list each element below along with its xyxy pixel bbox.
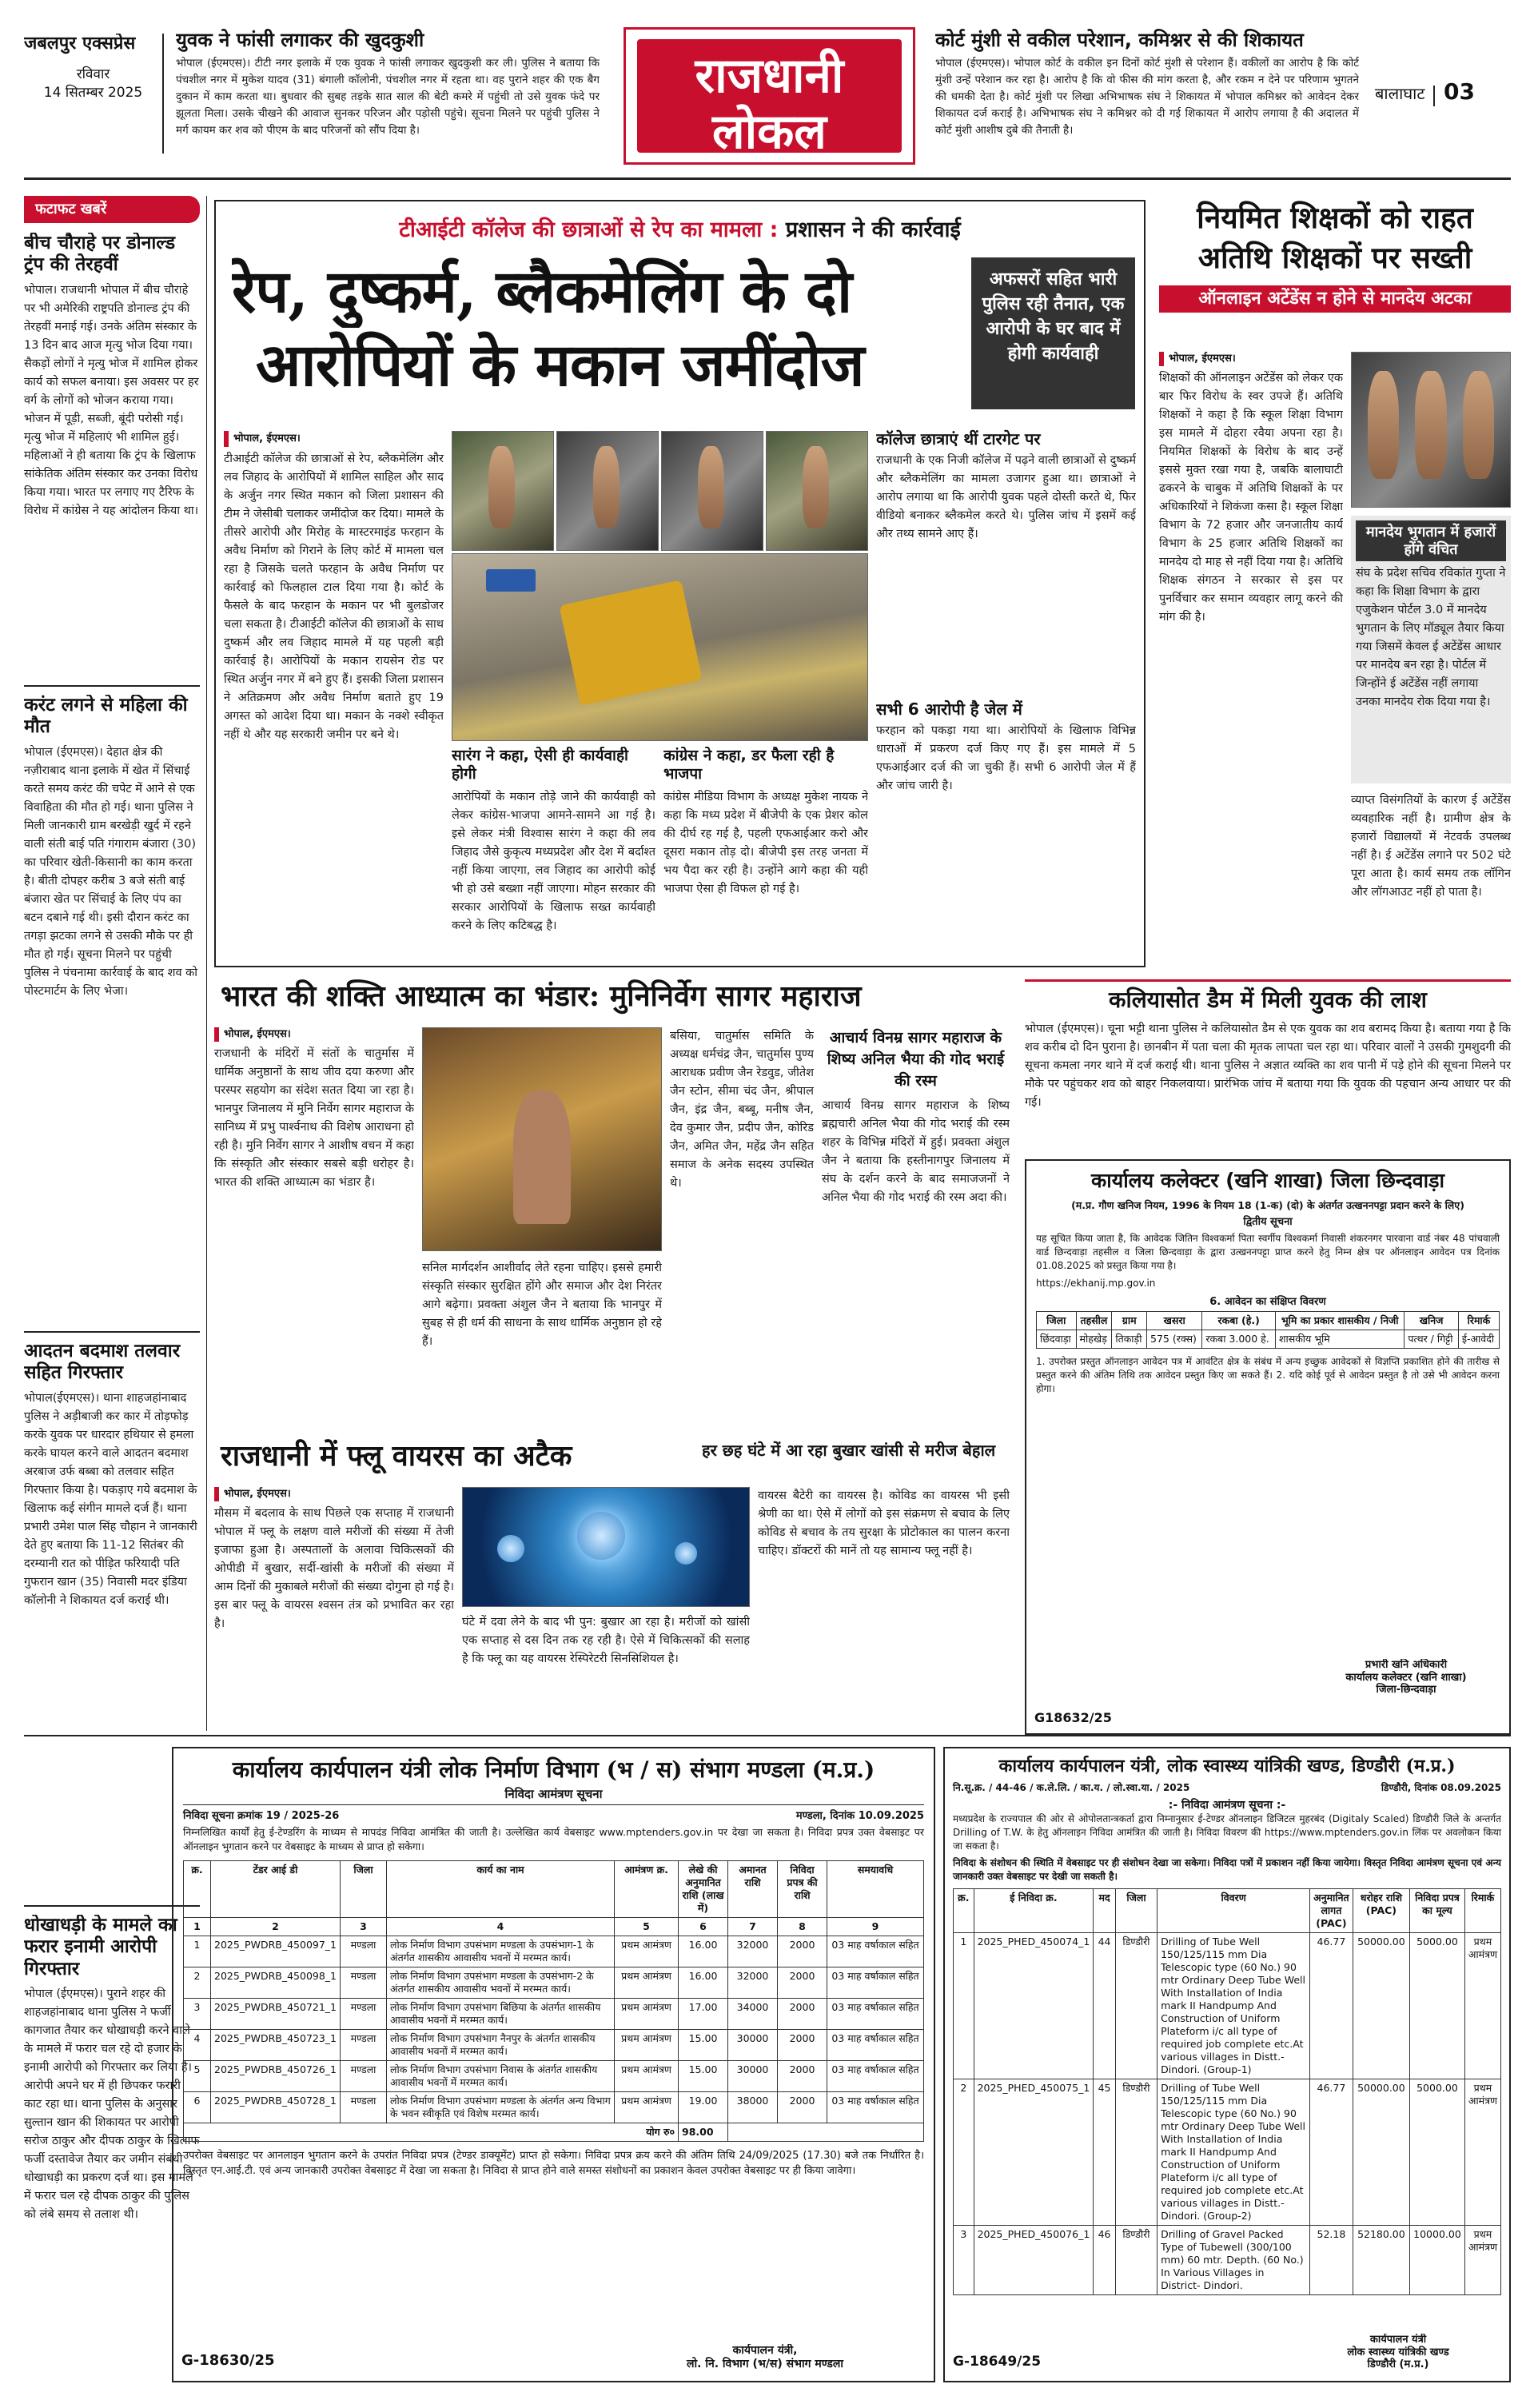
muni-headline: भारत की शक्ति आध्यात्म का भंडार: मुनिनिर्वेग सागर महाराज (221, 979, 862, 1013)
quote-body: आरोपियों के मकान तोड़े जाने की कार्यवाही को लेकर कांग्रेस-भाजपा आमने-सामने आ गई है। इसे लेकर मंत्री विश्वास सारंग ने कहा की लव जिहाद जैसे कुकृत्य मध्यप्रदेश और देश में बर्दाश्त नहीं किया जाएगा, लव जिहाद का आरोपी कोई भी हो उसे बख्शा नहीं जाएगा। मोहन सरकार की सरकार आरोपियों के खिलाफ सख्त कार्यवाही करने के लिए कटिबद्ध है। (452, 790, 655, 932)
table-row (184, 2061, 924, 2092)
table-cell: 2000 (778, 2030, 827, 2061)
news-body: भोपाल (ईएमएस)। देहात क्षेत्र की नज़ीराबाद थाना इलाके में खेत में सिंचाई करते समय करंट की चपेट में आने से एक विवाहिता की मौत हो गई। थाना पुलिस ने मिली जानकारी ग्राम बरखेड़ी खुर्द में रहने वाली संती बाई पति गंगाराम बंजारा (30) का परिवार खेती-किसानी का काम करता है। बीती दोपहर करीब 3 बजे संती बाई बंजारा खेत पर सिंचाई के लिए पंप का बटन दबाने गई थी। इसी दौरान करंट का तगड़ा झटका लगने से उसकी मौके पर ही मौत हो गई। सूचना मिलने पर पहुंची पुलिस ने पंचनामा कार्रवाई के बाद शव को पोस्टमार्टम के लिए भेजा। (24, 745, 198, 998)
table-cell: शासकीय भूमि (1276, 1330, 1405, 1349)
signature-line: जिला-छिन्दवाड़ा (1376, 1684, 1436, 1696)
lead-story (214, 200, 1146, 967)
table-cell: 15.00 (679, 2061, 728, 2092)
table-header: निविदा प्रपत्र का मूल्य (1410, 1888, 1465, 1932)
table-header: ई निविदा क्र. (974, 1888, 1094, 1932)
table-header: तहसील (1076, 1312, 1112, 1330)
story-headline: कोर्ट मुंशी से वकील परेशान, कमिश्नर से की शिकायत (935, 29, 1304, 51)
table-cell: 32000 (728, 1967, 778, 1999)
table-cell: 2025_PHED_450076_1 (974, 2225, 1094, 2294)
muni-story (214, 979, 1014, 1431)
signature-line: डिण्डौरी (म.प्र.) (1367, 2358, 1429, 2371)
table-cell: प्रथम आमंत्रण (615, 1999, 679, 2030)
phed-table (953, 1888, 1501, 2295)
table-cell: प्रथम आमंत्रण (615, 1936, 679, 1967)
table-cell: 17.00 (679, 1999, 728, 2030)
news-headline: करंट लगने से महिला की मौत (24, 694, 188, 738)
table-cell: 10000.00 (1410, 2225, 1465, 2294)
column-number: 1 (184, 1918, 211, 1936)
column-number: 2 (211, 1918, 341, 1936)
table-header: क्र. (954, 1888, 974, 1932)
ad-url[interactable]: https://ekhanij.mp.gov.in (1036, 1277, 1156, 1289)
kicker-label: टीआईटी कॉलेज की छात्राओं से रेप का मामला : (399, 217, 779, 242)
teachers-story (1159, 200, 1511, 967)
table-row (1037, 1330, 1500, 1349)
section-rule (24, 1735, 1511, 1736)
flu-body-3: वायरस बैटेरी का वायरस है। कोविड का वायरस भी इसी श्रेणी का था। ऐसे में लोगों को इस संक्रमण से बचाव के लिए कोविड से बचाव के तय सुरक्षा के प्रोटोकाल का पालन करना चाहिए। डॉक्टरों की मानें तो यह सामान्य फ्लू नहीं है। (758, 1489, 1010, 1557)
table-cell: 2025_PWDRB_450098_1 (211, 1967, 341, 1999)
table-cell: डिण्डौरी (1115, 1932, 1157, 2079)
table-cell: 38000 (728, 2092, 778, 2123)
table-cell: 03 माह वर्षाकाल सहित (827, 2030, 924, 2061)
news-body: भोपाल(ईएमएस)। थाना शाहजहांनाबाद पुलिस ने अड़ीबाजी कर कार में तोड़फोड़ करके युवक पर धारदार हथियार से हमला करके घायल करने वाले आदतन बदमाश अरबाज उर्फ बब्बा को तलवार सहित गिरफ्तार किया है। पकड़ाए गये बदमाश के खिलाफ कई संगीन मामले दर्ज हैं। थाना प्रभारी उमेश पाल सिंह चौहान ने जानकारी देते हुए बताया कि 11-12 सितंबर की दरम्यानी रात को पीड़ित फरियादी पति गुफरान खान (35) निवासी मदर इंडिया कॉलोनी ने शिकायत दर्ज कराई थी। (24, 1391, 197, 1607)
table-cell: 16.00 (679, 1967, 728, 1999)
teachers-protest-photo (1351, 352, 1511, 508)
ad-section: द्वितीय सूचना (1243, 1216, 1293, 1228)
table-row (184, 2030, 924, 2061)
ad-title: कार्यालय कार्यपालन यंत्री, लोक स्वास्थ्य यांत्रिकी खण्ड, डिण्डौरी (म.प्र.) (998, 1756, 1456, 1776)
top-right-story (935, 29, 1359, 165)
teachers-box (1351, 516, 1511, 783)
column-number: 5 (615, 1918, 679, 1936)
box-body: संघ के प्रदेश सचिव रविकांत गुप्ता ने कहा कि शिक्षा विभाग के द्वारा एजुकेशन पोर्टल 3.0 में मानदेय भुगतान के लिए मॉड्यूल तैयार किया गया जिसमें केवल ई अटेंडेंस आधार पर मानदेय बन रहा है। पोर्टल में जिन्होंने ई अटेंडेंस नहीं लगाया उनका मानदेय रोक दिया गया है। (1356, 567, 1506, 709)
paper-name: जबलपुर एक्सप्रेस (24, 34, 136, 54)
issue-day: रविवार (76, 66, 110, 83)
signature-line: लो. नि. विभाग (भ/स) संभाग मण्डला (687, 2358, 843, 2371)
table-cell: 2025_PWDRB_450728_1 (211, 2092, 341, 2123)
masthead-rule (24, 177, 1511, 180)
table-cell: 5000.00 (1410, 1932, 1465, 2079)
section-title-line1: राजधानी (695, 48, 844, 104)
paper-info (24, 34, 164, 153)
issue-date: 14 सितम्बर 2025 (43, 85, 143, 102)
table-cell: 30000 (728, 2061, 778, 2092)
collector-ad (1025, 1159, 1511, 1735)
story-body: भोपाल (ईएमएस)। भोपाल कोर्ट के वकील इन दिनों कोर्ट मुंशी से परेशान हैं। वकीलों का आरोप है कि कोर्ट मुंशी उन्हें परेशान कर रहा है। आरोप है कि वो फीस की मांग करता है, और रकम न देने पर परिणाम भुगतने की धमकी देता है। कोर्ट मुंशी पर लिखा अभिभाषक संघ ने शिकायत में भोपाल कमिश्नर को आवेदन देकर शिकायत दर्ज कराई है। अभिभाषक संघ ने कमिश्नर को दी गई शिकायत में आरोप लगाया है की अदालत में कोर्ट मुंशी आशीष दुबे की तैनाती है। (935, 56, 1359, 137)
quick-news-item (24, 233, 200, 680)
column-number: 9 (827, 1918, 924, 1936)
table-cell: 03 माह वर्षाकाल सहित (827, 1967, 924, 1999)
table-cell: 03 माह वर्षाकाल सहित (827, 1936, 924, 1967)
district-name: बालाघाट (1375, 84, 1425, 103)
column-number: 4 (387, 1918, 615, 1936)
table-cell: 45 (1094, 2079, 1116, 2225)
muni-body-3: बसिया, चातुर्मास समिति के अध्यक्ष धर्मचंद्र जैन, चातुर्मास पुण्य आराधक प्रवीण जैन रेडवुड, जीतेश जैन स्टोन, सीमा चंद जैन, श्रीपाल जैन, इंद्र जैन, बब्बू, मनीष जैन, देव कुमार जैन, प्रदीप जैन, कोरिड जैन, अमित जैन, महेंद्र जैन सहित समाज के अनेक सदस्य उपस्थित थे। (670, 1030, 814, 1190)
side-column-body: राजधानी के एक निजी कॉलेज में पढ़ने वाली छात्राओं से दुष्कर्म और ब्लैकमेलिंग का मामला उजागर हुआ था। छात्राओं ने आरोप लगाया था कि आरोपी युवक पहले दोस्ती करते थे, फिर वीडियो बनाकर ब्लैकमेल करते थे। पुलिस जांच में इसमें कई और तथ्य सामने आए हैं। (876, 454, 1136, 540)
phed-ad (943, 1747, 1511, 2382)
story-headline: युवक ने फांसी लगाकर की खुदकुशी (176, 29, 424, 51)
ad-signature (637, 2344, 893, 2371)
table-cell: ई-आवेदी (1458, 1330, 1499, 1349)
virus-photo (462, 1487, 750, 1607)
total-label: योग रु० (184, 2123, 679, 2142)
page-number: 03 (1443, 78, 1475, 105)
table-header-row (184, 1861, 924, 1918)
ad-subtitle: :- निविदा आमंत्रण सूचना :- (1168, 1799, 1286, 1812)
table-cell: 30000 (728, 2030, 778, 2061)
table-cell: 2000 (778, 1967, 827, 1999)
all-jail-body: फरहान को पकड़ा गया था। आरोपियों के खिलाफ विभिन्न धाराओं में प्रकरण दर्ज किए गए हैं। इस मामले में 5 एफआईआर दर्ज की जा चुकी हैं। सभी 6 आरोपी जेल में हैं और जांच जारी है। (876, 724, 1136, 792)
table-cell: 32000 (728, 1936, 778, 1967)
column-number: 8 (778, 1918, 827, 1936)
kaliyasot-story (1025, 979, 1511, 1147)
table-cell: 44 (1094, 1932, 1116, 2079)
table-cell: 03 माह वर्षाकाल सहित (827, 1999, 924, 2030)
table-cell: प्रथम आमंत्रण (615, 2092, 679, 2123)
dateline: भोपाल, ईएमएस। (224, 431, 305, 447)
table-cell: 2025_PWDRB_450723_1 (211, 2030, 341, 2061)
table-cell: 2025_PWDRB_450721_1 (211, 1999, 341, 2030)
table-cell: प्रथम आमंत्रण (615, 2061, 679, 2092)
side-box-text: अफसरों सहित भारी पुलिस रही तैनात, एक आरोपी के घर बाद में होगी कार्यवाही (982, 269, 1125, 364)
table-header: खसरा (1147, 1312, 1202, 1330)
ad-signature (1298, 2334, 1498, 2371)
table-cell: 1 (954, 1932, 974, 2079)
news-headline: बीच चौराहे पर डोनाल्ड ट्रंप की तेरहवीं (24, 232, 176, 276)
teachers-subhead: ऑनलाइन अटेंडेंस न होने से मानदेय अटका (1159, 285, 1511, 313)
table-header: भूमि का प्रकार शासकीय / निजी (1276, 1312, 1405, 1330)
table-cell: लोक निर्माण विभाग उपसंभाग मण्डला के उपसंभाग-2 के अंतर्गत शासकीय आवासीय भवनों में मरम्मत कार्य। (387, 1967, 615, 1999)
table-cell: 50000.00 (1353, 2079, 1409, 2225)
ad-intro: यह सूचित किया जाता है, कि आवेदक जितिन विश्वकर्मा पिता स्वर्गीय विश्वकर्मा निवासी शंकरनगर पारवाना वार्ड नंबर 48 पांचवाली वार्ड छिन्दवाड़ा तहसील व जिला छिन्दवाड़ा के द्वारा उत्खननपट्टा प्राप्त करने हेतु निम्न क्षेत्र पर ऑनलाइन आवेदन पत्र दिनांक 01.08.2025 को प्रस्तुत किया गया है। (1036, 1232, 1500, 1271)
table-cell: 03 माह वर्षाकाल सहित (827, 2092, 924, 2123)
teachers-headline-2: अतिथि शिक्षकों पर सख्ती (1197, 240, 1472, 276)
table-cell: 50000.00 (1353, 1932, 1409, 2079)
table-row (954, 1932, 1501, 2079)
ad-title: कार्यालय कलेक्टर (खनि शाखा) जिला छिन्दवाड़ा (1091, 1169, 1444, 1192)
table-cell: 2025_PHED_450075_1 (974, 2079, 1094, 2225)
table-cell: 2025_PWDRB_450726_1 (211, 2061, 341, 2092)
ad-date: मण्डला, दिनांक 10.09.2025 (795, 1809, 924, 1822)
muni-body-2: सनिल मार्गदर्शन आशीर्वाद लेते रहना चाहिए। इससे हमारी संस्कृति संस्कार सुरक्षित होंगे और समाज और देश निरंतर आगे बढ़ेगा। प्रवक्ता अंशुल जैन ने बताया कि भानपुर में सुबह से ही धर्म की साधना के साथ धार्मिक अनुष्ठान हो रहे हैं। (422, 1262, 662, 1348)
table-cell: 2000 (778, 1936, 827, 1967)
table-cell: प्रथम आमंत्रण (615, 2030, 679, 2061)
lead-body-col (224, 429, 444, 957)
signature-line: कार्यालय कलेक्टर (खनि शाखा) (1345, 1671, 1467, 1684)
table-header: लेखे की अनुमानित राशि (लाख में) (679, 1861, 728, 1918)
kaliyasot-body: भोपाल (ईएमएस)। चूना भट्टी थाना पुलिस ने कलियासोत डैम से एक युवक का शव बरामद किया है। बताया गया है कि शव करीब दो दिन पुराना है। छानबीन में पता चला की मृतक लापता चल रहा था। परिवार वालों ने उसकी गुमशुदगी की सूचना कमला नगर थाने में दर्ज कराई थी। थाना पुलिस ने अज्ञात व्यक्ति का शव पानी में पड़े होने की सूचना मिलने पर मौके पर पहुंचकर शव को बाहर निकलवाया। प्रारंभिक जांच में बताया गया कि युवक की पहचान अन्य आधार पर की गई। (1025, 1022, 1511, 1109)
flu-headline: राजधानी में फ्लू वायरस का अटैक (221, 1439, 572, 1473)
news-headline: आदतन बदमाश तलवार सहित गिरफ्तार (24, 1340, 181, 1384)
teachers-body: शिक्षकों की ऑनलाइन अटेंडेंस को लेकर एक बार फिर विरोध के स्वर उपजे हैं। अतिथि शिक्षकों ने कहा है कि स्कूल शिक्षा विभाग इस मामले में दोहरा रवैया अपना रहा है। नियमित शिक्षकों के विरोध के बाद उन्हें इससे मुक्त रखा गया है, जबकि बालाघाटी ढकरने के चाबुक में अतिथि शिक्षकों के पर अधिकारियों ने शिकंजा कसा है। स्कूल शिक्षा विभाग के 72 हजार और जनजातीय कार्य विभाग के 25 हजार अतिथि शिक्षकों का मानदेय दो माह से नहीं दिया गया है। अतिथि शिक्षक संगठन ने सरकार से इस पर पुनर्विचार कर समान व्यवहार लागू करने की मांग की है। (1159, 371, 1343, 624)
table-cell: लोक निर्माण विभाग उपसंभाग नैनपुर के अंतर्गत शासकीय आवासीय भवनों में मरम्मत कार्य। (387, 2030, 615, 2061)
quote-sarang (452, 747, 655, 959)
ad-subtitle: निविदा आमंत्रण सूचना (183, 1787, 924, 1805)
table-cell: 2000 (778, 2092, 827, 2123)
table-cell: 2000 (778, 2061, 827, 2092)
table-cell: 575 (रक्स) (1147, 1330, 1202, 1349)
table-cell: मण्डला (341, 1999, 387, 2030)
accused-photo-3 (661, 431, 763, 551)
table-cell: रकबा 3.000 हे. (1202, 1330, 1276, 1349)
ad-notice: निविदा के संशोधन की स्थिति में वेबसाइट पर ही संशोधन देखा जा सकेगा। निविदा पत्रों में प्रकाशन नहीं किया जायेगा। विस्तृत निविदा आमंत्रण सूचना एवं अन्य जानकारी उक्त वेबसाइट पर देखी जा सकती है। (953, 1856, 1501, 1882)
lead-kicker (216, 216, 1144, 245)
table-cell: 46.77 (1310, 2079, 1353, 2225)
table-header: विवरण (1157, 1888, 1310, 1932)
muni-side (822, 1027, 1010, 1427)
news-headline: धोखाधड़ी के मामले का फरार इनामी आरोपी गिरफ्तार (24, 1914, 177, 1979)
table-cell: Drilling of Tube Well 150/125/115 mm Dia Telescopic type (60 No.) 90 mtr Ordinary Deep Tube Well With Installation of India mark II Handpump And Construction of Uniform Plateform i/c all type of required job complete etc.At various villages in Distt.- Dindori. (Group-1) (1157, 1932, 1310, 2079)
table-cell: Drilling of Tube Well 150/125/115 mm Dia Telescopic type (60 No.) 90 mtr Ordinary Deep Tube Well With Installation of India mark II Handpump And Construction of Uniform Plateform i/c all type of required job complete etc.At various villages in Distt.- Dindori. (Group-2) (1157, 2079, 1310, 2225)
table-cell: 2000 (778, 1999, 827, 2030)
table-cell: 1 (184, 1936, 211, 1967)
signature-line: लोक स्वास्थ्य यांत्रिकी खण्ड (1347, 2346, 1449, 2358)
table-cell: 3 (184, 1999, 211, 2030)
table-header-row (1037, 1312, 1500, 1330)
table-cell: मोहखेड़ (1076, 1330, 1112, 1349)
table-cell: पत्थर / गिट्टी (1405, 1330, 1458, 1349)
table-cell: 15.00 (679, 2030, 728, 2061)
accused-photo-2 (556, 431, 659, 551)
quote-body: कांग्रेस मीडिया विभाग के अध्यक्ष मुकेश नायक ने कहा कि मध्य प्रदेश में बीजेपी के एक प्रेशर कोल की दीर्घ रह गई है, पहली एफआईआर करो और दूसरा मकान तोड़ दो। बीजेपी इस तरह जनता में भय पैदा कर रही है। उन्होंने आगे कहा की यही भाजपा ऐसा ही विफल हो गई है। (663, 790, 868, 895)
all-jail-head: सभी 6 आरोपी है जेल में (876, 700, 1022, 719)
ad-intro: मध्यप्रदेश के राज्यपाल की ओर से ओपोलतान्त्रकर्ता द्वारा निम्नानुसार ई-टेण्डर ऑनलाइन डिजिटल मुहरबंद (Digitaly Scaled) डिण्डौरी जिले के अन्तर्गत Drilling of T.W. के हेतु ऑनलाइन निविदा आमंत्रित की जाती है। निविदा विवरण की https://www.mptenders.gov.in लिंक पर अवलोकन किया जा सकता है। (953, 1812, 1501, 1852)
accused-photo-4 (766, 431, 868, 551)
table-header: जिला (1037, 1312, 1077, 1330)
table-header: रिमार्क (1464, 1888, 1500, 1932)
muni-body-col (214, 1027, 414, 1427)
ad-title: कार्यालय कार्यपालन यंत्री लोक निर्माण विभाग (भ / स) संभाग मण्डला (म.प्र.) (232, 1756, 875, 1783)
total-value: 98.00 (679, 2123, 728, 2142)
table-cell: 2025_PWDRB_450097_1 (211, 1936, 341, 1967)
table-cell: लोक निर्माण विभाग उपसंभाग निवास के अंतर्गत शासकीय आवासीय भवनों में मरम्मत कार्य। (387, 2061, 615, 2092)
table-cell: प्रथम आमंत्रण (1464, 2079, 1500, 2225)
ad-ref: निविदा सूचना क्रमांक 19 / 2025-26 (183, 1809, 340, 1822)
table-cell: 5000.00 (1410, 2079, 1465, 2225)
table-row (184, 1936, 924, 1967)
quote-headline: कांग्रेस ने कहा, डर फैला रही है भाजपा (663, 747, 835, 783)
pwd-table-body (184, 1936, 924, 2123)
table-cell: 2 (184, 1967, 211, 1999)
quick-news-label: फटाफट खबरें (24, 196, 200, 223)
table-cell: मण्डला (341, 1936, 387, 1967)
table-header: अनुमानित लागत (PAC) (1310, 1888, 1353, 1932)
ad-table-caption: 6. आवेदन का संक्षिप्त विवरण (1209, 1295, 1326, 1308)
table-header: रिमार्क (1458, 1312, 1499, 1330)
quick-news-item (24, 695, 200, 1326)
side-column-head: कॉलेज छात्राएं थीं टारगेट पर (876, 429, 1041, 449)
kaliyasot-headline: कलियासोत डैम में मिली युवक की लाश (1025, 979, 1511, 1014)
table-header: ग्राम (1112, 1312, 1147, 1330)
table-cell: Drilling of Gravel Packed Type of Tubewell (300/100 mm) 60 mtr. Depth. (60 No.) In Various Villages in District- Dindori. (1157, 2225, 1310, 2294)
dateline: भोपाल, ईएमएस। (214, 1487, 454, 1501)
box-headline: मानदेय भुगतान में हजारों होंगे वंचित (1356, 520, 1506, 561)
table-row (954, 2079, 1501, 2225)
table-cell: 52180.00 (1353, 2225, 1409, 2294)
lead-body: टीआईटी कॉलेज की छात्राओं से रेप, ब्लैकमेलिंग और लव जिहाद के आरोपियों में शामिल साहिल और साद के अर्जुन नगर स्थित मकान को जिला प्रशासन की टीम ने जेसीबी चलाकर जमींदोज कर दिया। मामले के तीसरे आरोपी और मिरोह के मास्टरमाइंड फरहान के अवैध निर्माण को गिराने के लिए कोर्ट में मामला चल रहा है जिसके चलते फरहान के अवैध निर्माण पर कार्रवाई को फिलहाल टाल दिया गया है। कोर्ट के फैसले के बाद फरहान के मकान पर भी बुलडोजर चला सकता है। टीआईटी कॉलेज की छात्राओं के साथ दुष्कर्म और लव जिहाद मामले में यह पहली बड़ी कार्रवाई है। आरोपियों के मकान रायसेन रोड पर स्थित अर्जुन नगर में बने हुए हैं। इसकी जिला प्रशासन ने अतिक्रमण और अवैध निर्माण बताते हुए 19 अगस्त को आदेश दिया था। मकान के नक्शे स्वीकृत नहीं थे और यह सरकारी जमीन पर बने थे। (224, 452, 444, 741)
table-row (954, 2225, 1501, 2294)
dateline: भोपाल, ईएमएस। (214, 1027, 414, 1042)
table-header: अमानत राशि (728, 1861, 778, 1918)
column-rule (206, 196, 207, 1731)
table-cell: 03 माह वर्षाकाल सहित (827, 2061, 924, 2092)
column-number-row (184, 1918, 924, 1936)
ad-signature (1314, 1659, 1498, 1696)
lead-side-box (971, 257, 1135, 409)
section-title-line2: लोकल (712, 104, 827, 160)
table-header-row (954, 1888, 1501, 1932)
table-header: खनिज (1405, 1312, 1458, 1330)
dateline: भोपाल, ईएमएस। (1159, 352, 1343, 366)
table-cell: डिण्डौरी (1115, 2225, 1157, 2294)
signature-line: प्रभारी खनि अधिकारी (1365, 1659, 1448, 1672)
ad-date: डिण्डौरी, दिनांक 08.09.2025 (1381, 1782, 1501, 1793)
table-cell: मण्डला (341, 1967, 387, 1999)
ad-code: G-18649/25 (953, 2353, 1042, 2370)
story-body: भोपाल (ईएमएस)। टीटी नगर इलाके में एक युवक ने फांसी लगाकर खुदकुशी कर ली। पुलिस ने बताया कि पंचशील नगर में मुकेश यादव (31) बंगाली कॉलोनी, पंचशील नगर में रहता था। वह पुराने शहर की एक बैग दुकान में काम करता था। बुधवार की सुबह तड़के सात साल की बेटी कमरे में पहुंची तो उसे युवक फंदे पर झूलता मिला। उसके चीखने की आवाज सुनकर परिजन और पड़ोसी पहुंचे। सूचना मिलने पर पहुंची पुलिस ने मर्ग कायम कर शव को पीएम के बाद परिजनों को सौंप दिया है। (176, 56, 600, 137)
table-cell: लोक निर्माण विभाग उपसंभाग बिछिया के अंतर्गत शासकीय आवासीय भवनों में मरम्मत कार्य। (387, 1999, 615, 2030)
flu-body-2: घंटे में दवा लेने के बाद भी पुन: बुखार आ रहा है। मरीजों को खांसी एक सप्ताह से दस दिन तक रह रही है। ऐसे में चिकित्सकों की सलाह है कि फ्लू का यह वायरस रेस्पिरेटरी सिनसिशियल है। (462, 1616, 750, 1665)
ad-ref: नि.सू.क्र. / 44-46 / क.ले.लि. / का.य. / लो.स्वा.या. / 2025 (953, 1782, 1190, 1793)
news-body: भोपाल। राजधानी भोपाल में बीच चौराहे पर भी अमेरिकी राष्ट्रपति डोनाल्ड ट्रंप की तेरहवीं मनाई गई। उनके अंतिम संस्कार के 13 दिन बाद आज मृत्यु भोज दिया गया। सैकड़ों लोगों ने मृत्यु भोज में शामिल होकर कार्य को सफल बनाया। इस अवसर पर हर वर्ग के लोगों को भोजन कराया गया। भोजन में पूड़ी, सब्जी, बूंदी परोसी गई। मृत्यु भोज में महिलाएं भी शामिल हुई। महिलाओं ने ही बताया कि ट्रंप के खिलाफ सांकेतिक अंतिम संस्कार कर उनका विरोध किया गया। भारत पर लगाए गए टैरिफ के विरोध में कांग्रेस ने यह आंदोलन किया था। (24, 283, 199, 517)
quote-congress (663, 747, 868, 959)
table-row (184, 2092, 924, 2123)
table-cell: लोक निर्माण विभाग उपसंभाग मण्डला के उपसंभाग-1 के अंतर्गत शासकीय आवासीय भवनों में मरम्मत कार्य। (387, 1936, 615, 1967)
page-marker (1375, 78, 1511, 110)
ad-code: G18632/25 (1034, 1709, 1112, 1725)
lead-headline-line2: आरोपियों के मकान जमींदोज (256, 331, 864, 400)
lead-side-column (876, 429, 1136, 957)
column-number: 6 (679, 1918, 728, 1936)
table-header: आमंत्रण क्र. (615, 1861, 679, 1918)
table-header: निविदा प्रपत्र की राशि (778, 1861, 827, 1918)
flu-body: मौसम में बदलाव के साथ पिछले एक सप्ताह में राजधानी भोपाल में फ्लू के लक्षण वाले मरीजों की संख्या में तेजी इजाफा हुआ है। अस्पतालों के अलावा चिकित्सकों की ओपीडी में बुखार, सर्दी-खांसी के मरीजों की संख्या में आम दिनों की मुकाबले मरीजों की संख्या दोगुना हो गई है। इस बार फ्लू के वायरस श्वसन तंत्र को प्रभावित कर रहा है। (214, 1506, 454, 1630)
table-cell: मण्डला (341, 2061, 387, 2092)
table-row (184, 1999, 924, 2030)
column-number: 7 (728, 1918, 778, 1936)
signature-line: कार्यपालन यंत्री (1369, 2334, 1427, 2346)
table-header: मद (1094, 1888, 1116, 1932)
total-row (184, 2123, 924, 2142)
table-cell: 19.00 (679, 2092, 728, 2123)
phed-table-body (954, 1932, 1501, 2294)
teachers-body-col (1159, 352, 1343, 967)
demolition-photo (452, 553, 868, 741)
table-header: क्र. (184, 1861, 211, 1918)
quote-headline: सारंग ने कहा, ऐसी ही कार्यवाही होगी (452, 747, 628, 783)
table-cell: मण्डला (341, 2092, 387, 2123)
teachers-tail: व्याप्त विसंगतियों के कारण ई अटेंडेंस व्यवहारिक नहीं है। ग्रामीण क्षेत्र के हजारों विद्यालयों में नेटवर्क उपलब्ध नहीं है। ई अटेंडेंस लगाने पर 502 घंटे पूरा आता है। कार्य समय तक लॉगिन और लॉगआउट नहीं हो पाता है। (1351, 794, 1511, 899)
table-cell: 52.18 (1310, 2225, 1353, 2294)
flu-body-col (214, 1487, 454, 1727)
muni-side-headline: आचार्य विनम्र सागर महाराज के शिष्य अनिल भैया की गोद भराई की रस्म (827, 1029, 1005, 1090)
muni-photo (422, 1027, 662, 1251)
flu-side-headline: हर छह घंटे में आ रहा बुखार खांसी से मरीज बेहाल (702, 1441, 996, 1460)
signature-line: कार्यपालन यंत्री, (732, 2344, 798, 2358)
table-cell: 2025_PHED_450074_1 (974, 1932, 1094, 2079)
collector-table (1036, 1311, 1500, 1349)
ad-notes: 1. उपरोक्त प्रस्तुत ऑनलाइन आवेदन पत्र में आवंटित क्षेत्र के संबंध में अन्य इच्छुक आवेदकों से विज्ञप्ति प्रकाशित होने की तारीख से प्रस्तुत करने की अंतिम तिथि तक आवेदन प्रस्तुत किए जा सकते हैं। 2. यदि कोई पूर्व से आवेदन प्रस्तुत है तो उसे भी आवेदन करना होगा। (1036, 1356, 1500, 1395)
table-cell: प्रथम आमंत्रण (1464, 1932, 1500, 2079)
table-cell: तिकाड़ी (1112, 1330, 1147, 1349)
column-number: 3 (341, 1918, 387, 1936)
table-cell: 46 (1094, 2225, 1116, 2294)
ad-footer: उपरोक्त वेबसाइट पर आनलाइन भुगतान करने के उपरांत निविदा प्रपत्र (टेण्डर डाक्यूमेंट) प्राप्त हो सकेगा। निविदा प्रपत्र क्रय करने की अंतिम तिथि 24/09/2025 (17.30) बजे तक निर्धारित है। विस्तृत एन.आई.टी. एवं अन्य जानकारी उपरोक्त वेबसाइट में देखा जा सकता है। निविदा से प्राप्त होने वाले समस्त संशोधनों का प्रकाशन केवल उपरोक्त वेबसाइट पर ही किया जावेगा। (183, 2150, 924, 2178)
teachers-headline-1: नियमित शिक्षकों को राहत (1197, 200, 1473, 235)
table-header: धरोहर राशि (PAC) (1353, 1888, 1409, 1932)
table-cell: 2 (954, 2079, 974, 2225)
pwd-ad (172, 1747, 935, 2382)
table-cell: छिंदवाड़ा (1037, 1330, 1077, 1349)
table-cell: डिण्डौरी (1115, 2079, 1157, 2225)
table-header: टेंडर आई डी (211, 1861, 341, 1918)
table-cell: 34000 (728, 1999, 778, 2030)
table-cell: प्रथम आमंत्रण (1464, 2225, 1500, 2294)
muni-side-body: आचार्य विनम्र सागर महाराज के शिष्य ब्रह्मचारी अनिल भैया की गोद भराई की रस्म शहर के विभिन्न मंदिरों में हुई। प्रवक्ता अंशुल जैन ने बताया कि हस्तीनागपुर जिनालय में संघ के दर्शन करने के बाद समाजजनों ने अनिल भैया की गोद भराई की रस्म अदा की। (822, 1099, 1010, 1204)
table-cell: 16.00 (679, 1936, 728, 1967)
ad-intro: निम्नलिखित कार्यों हेतु ई-टेण्डरिंग के माध्यम से मापदंड निविदा आमंत्रित की जाती है। उल्लेखित कार्य वेबसाइट www.mptenders.gov.in पर देखा जा सकता है। निविदा प्रपत्र उक्त वेबसाइट पर ऑनलाइन भुगतान करने पर वेबसाइट के माध्यम से प्राप्त हो सकेगा। (183, 1826, 924, 1853)
table-header: समयावधि (827, 1861, 924, 1918)
table-cell: 3 (954, 2225, 974, 2294)
table-header: जिला (341, 1861, 387, 1918)
table-cell: 4 (184, 2030, 211, 2061)
section-title (624, 27, 915, 165)
table-cell: 6 (184, 2092, 211, 2123)
news-body: भोपाल (ईएमएस)। पुराने शहर की शाहजहांनाबाद थाना पुलिस ने फर्जी कागजात तैयार कर धोखाधड़ी करने वाले के मामले में फरार चल रहे दो हजार के इनामी आरोपी को गिरफ्तार कर लिया है। आरोपी अपने घर में ही छिपकर फरारी काट रहा था। थाना पुलिस के अनुसार सुल्तान खान की शिकायत पर आरोपी सरोज ठाकुर और दीपक ठाकुर के खिलाफ फर्जी दस्तावेज तैयार कर जमीन संबंधी धोखाधड़ी का प्रकरण दर्ज था। इस मामले में फरार चल रहे दीपक ठाकुर की पुलिस को लंबे समय से तलाश थी। (24, 1987, 200, 2222)
lead-headline-line1: रेप, दुष्कर्म, ब्लैकमेलिंग के दो (232, 257, 852, 326)
table-cell: लोक निर्माण विभाग उपसंभाग मण्डला के अंतर्गत अन्य विभाग के भवन स्वीकृति एवं विशेष मरम्मत कार्य। (387, 2092, 615, 2123)
table-cell: 5 (184, 2061, 211, 2092)
ad-subtitle: (म.प्र. गौण खनिज नियम, 1996 के नियम 18 (1-क) (दो) के अंतर्गत उत्खननपट्टा प्रदान करने के लिए) (1071, 1199, 1464, 1211)
table-row (184, 1967, 924, 1999)
pwd-table (183, 1860, 924, 2142)
table-header: रकबा (हे.) (1202, 1312, 1276, 1330)
accused-photo-1 (452, 431, 554, 551)
table-cell: प्रथम आमंत्रण (615, 1967, 679, 1999)
table-cell: 46.77 (1310, 1932, 1353, 2079)
flu-story (214, 1439, 1014, 1727)
ad-code: G-18630/25 (181, 2352, 275, 2370)
kicker-text: प्रशासन ने की कार्रवाई (785, 217, 961, 242)
masthead (24, 22, 1511, 174)
top-left-story (176, 29, 600, 165)
table-cell: मण्डला (341, 2030, 387, 2061)
muni-body: राजधानी के मंदिरों में संतों के चातुर्मास में धार्मिक अनुष्ठानों के साथ जीव दया करुणा और परस्पर सहयोग का संदेश सतत दिया जा रहा है। भानपुर जिनालय में मुनि निर्वेग सागर महाराज के सानिध्य में प्रभु पार्श्वनाथ की विशेष आराधना हो रही है। मुनि निर्वेग सागर ने आशीष वचन में कहा कि संस्कृति और संस्कार सबसे बड़ी धरोहर है। भारत की शक्ति आध्यात्म का भंडार है। (214, 1047, 414, 1189)
table-header: कार्य का नाम (387, 1861, 615, 1918)
table-header: जिला (1115, 1888, 1157, 1932)
